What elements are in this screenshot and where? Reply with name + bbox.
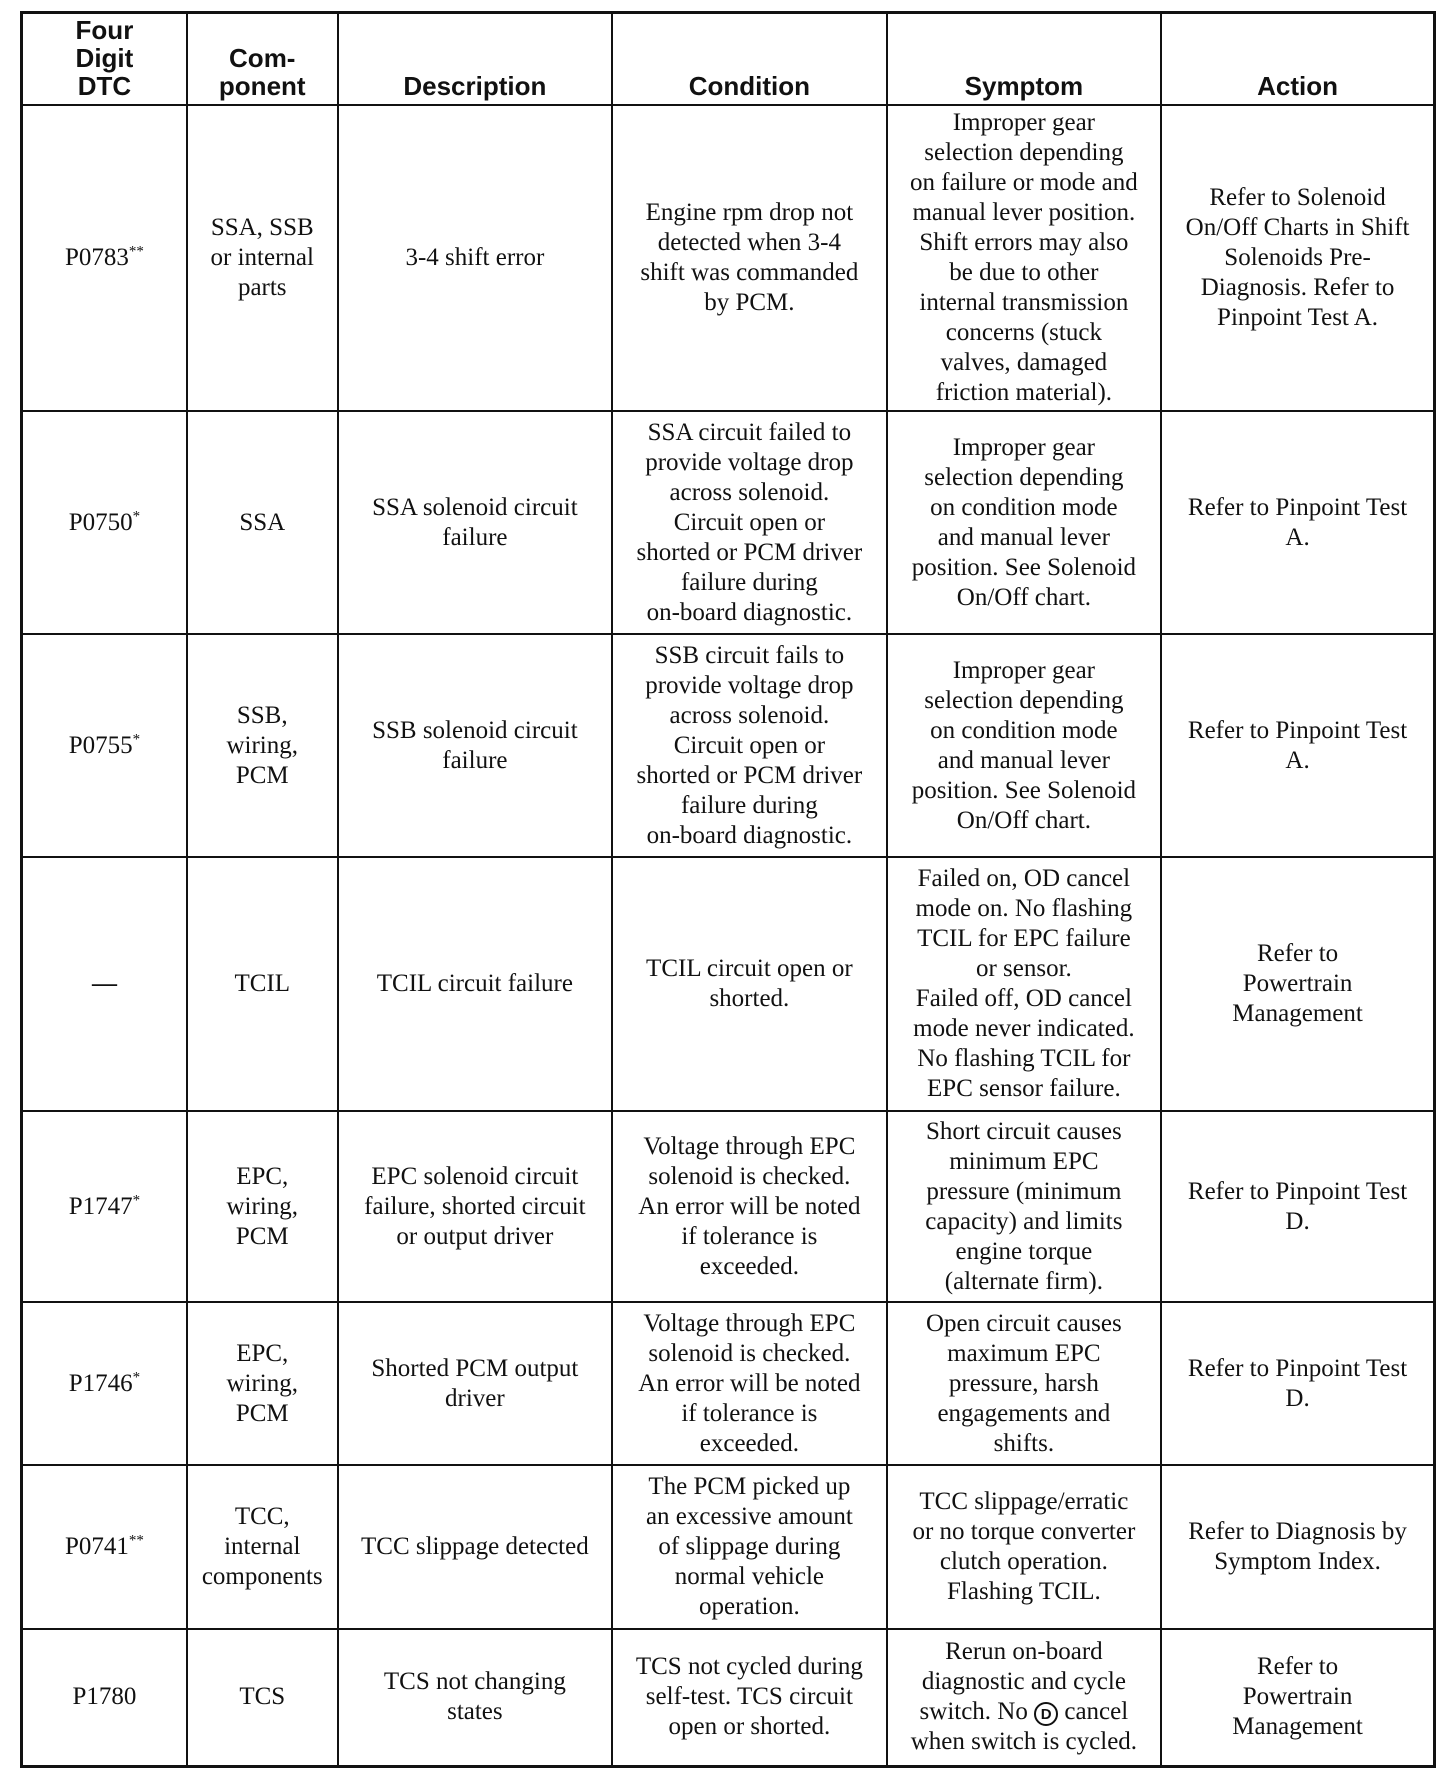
- cell-text-line: TCC slippage detected: [361, 1533, 589, 1560]
- cell-text-line: on condition mode: [930, 493, 1118, 521]
- condition-cell: [612, 857, 887, 1111]
- cell-text-line: On/Off chart.: [956, 583, 1091, 611]
- header-symptom: Symptom: [887, 13, 1162, 106]
- component-cell: [187, 411, 338, 634]
- cell-text-line: cancel: [1064, 1698, 1129, 1726]
- cell-text-line: Refer to Pinpoint Test: [1187, 1354, 1408, 1382]
- action-cell: [1161, 105, 1434, 411]
- cell-text-line: components: [201, 1563, 323, 1590]
- cell-text-line: SSA circuit failed to: [647, 418, 852, 446]
- cell-text-line: failure during: [680, 568, 818, 596]
- action-cell: [1161, 1111, 1434, 1302]
- symptom-cell: [887, 1629, 1162, 1766]
- action-cell: [1161, 1629, 1434, 1766]
- dtc-cell: [22, 411, 187, 634]
- cell-text-line: wiring,: [226, 1192, 299, 1220]
- symptom-cell: [887, 105, 1162, 411]
- cell-text-line: A.: [1285, 523, 1310, 551]
- component-cell: [187, 1629, 338, 1766]
- cell-text-line: shifts.: [993, 1429, 1055, 1457]
- cell-text-line: No flashing TCIL for: [917, 1045, 1131, 1072]
- cell-text-line: Failed on, OD cancel: [917, 865, 1131, 892]
- cell-text-line: detected when 3-4: [657, 229, 841, 256]
- action-cell: [1161, 1302, 1434, 1465]
- cell-text-line: concerns (stuck: [945, 319, 1102, 346]
- cell-text-line: by PCM.: [704, 289, 795, 316]
- cell-text-line: on-board diagnostic.: [646, 598, 853, 626]
- symptom-cell: [887, 411, 1162, 634]
- cell-text-line: EPC,: [236, 1339, 289, 1367]
- cell-text-line: exceeded.: [699, 1429, 799, 1457]
- dtc-cell: [22, 1629, 187, 1766]
- cell-text-line: SSA solenoid circuit: [372, 493, 578, 521]
- cell-text-line: and manual lever: [937, 523, 1110, 551]
- cell-text-line: SSA, SSB: [210, 214, 314, 241]
- cell-text-line: engine torque: [955, 1237, 1093, 1265]
- cell-text-line: provide voltage drop: [645, 448, 854, 476]
- cell-text-line: Symptom Index.: [1214, 1548, 1381, 1575]
- cell-text-line: valves, damaged: [940, 349, 1108, 376]
- cell-text-line: shorted or PCM driver: [636, 538, 863, 566]
- cell-text-line: An error will be noted: [638, 1369, 861, 1397]
- cell-text-line: PCM: [235, 761, 289, 789]
- cell-text-line: Refer to: [1256, 1653, 1339, 1681]
- cell-text-line: TCS: [239, 1683, 286, 1711]
- cell-text-line: Pinpoint Test A.: [1217, 304, 1379, 331]
- dtc-code: P0741: [64, 1533, 129, 1560]
- cell-text-line: Shift errors may also: [919, 229, 1129, 256]
- cell-text-line: or output driver: [396, 1222, 554, 1250]
- cell-text-line: Circuit open or: [673, 731, 826, 759]
- condition-cell: [612, 1465, 887, 1629]
- cell-text-line: solenoid is checked.: [648, 1339, 851, 1367]
- dtc-code: P0783: [64, 244, 129, 271]
- cell-text-line: or no torque converter: [912, 1518, 1136, 1545]
- cell-text-line: be due to other: [949, 259, 1099, 286]
- cell-text-line: pressure, harsh: [948, 1369, 1099, 1397]
- cell-text-line: Refer to: [1256, 940, 1339, 967]
- cell-text-line: Engine rpm drop not: [645, 199, 854, 226]
- cell-text-line: internal transmission: [919, 289, 1129, 316]
- cell-text-line: Solenoids Pre-: [1224, 244, 1371, 271]
- cell-text-line: normal vehicle: [674, 1563, 824, 1590]
- table-row: [22, 857, 1435, 1111]
- cell-text-line: Short circuit causes: [925, 1117, 1122, 1145]
- cell-text-line: The PCM picked up: [648, 1473, 851, 1500]
- cell-text-line: switch. No: [919, 1698, 1028, 1726]
- cell-text-line: across solenoid.: [669, 701, 830, 729]
- cell-text-line: Improper gear: [952, 433, 1096, 461]
- header-text: Four: [75, 15, 134, 45]
- dtc-code: P1746: [68, 1369, 133, 1397]
- cell-text-line: Failed off, OD cancel: [915, 985, 1132, 1012]
- symptom-cell: [887, 1302, 1162, 1465]
- cell-text-line: if tolerance is: [681, 1399, 818, 1427]
- cell-text-line: SSB solenoid circuit: [372, 716, 578, 744]
- cell-text-line: D.: [1285, 1207, 1310, 1235]
- condition-cell: [612, 1302, 887, 1465]
- condition-cell: [612, 105, 887, 411]
- cell-text-line: shorted or PCM driver: [636, 761, 863, 789]
- cell-text-line: TCIL circuit failure: [376, 970, 573, 997]
- cell-text-line: Refer to Solenoid: [1209, 184, 1386, 211]
- cell-text-line: failure: [442, 746, 508, 774]
- table-row: [22, 1465, 1435, 1629]
- cell-text-line: Refer to Pinpoint Test: [1187, 716, 1408, 744]
- description-cell: [338, 1302, 613, 1465]
- cell-text-line: capacity) and limits: [925, 1207, 1123, 1235]
- description-cell: [338, 857, 613, 1111]
- cell-text-line: selection depending: [924, 139, 1124, 166]
- cell-text-line: failure during: [680, 791, 818, 819]
- header-row: [22, 13, 1435, 106]
- cell-text-line: TCIL circuit open or: [646, 955, 853, 982]
- cell-text-line: selection depending: [924, 463, 1124, 491]
- cell-text-line: Powertrain: [1242, 1683, 1353, 1711]
- table-row: [22, 1111, 1435, 1302]
- cell-text-line: position. See Solenoid: [911, 776, 1137, 804]
- cell-text-line: TCIL: [234, 970, 291, 997]
- header-text: ponent: [218, 71, 306, 101]
- cell-text-line: Circuit open or: [673, 508, 826, 536]
- cell-text-line: across solenoid.: [669, 478, 830, 506]
- cell-text-line: Improper gear: [952, 656, 1096, 684]
- condition-cell: [612, 1111, 887, 1302]
- cell-text-line: driver: [445, 1384, 505, 1412]
- cell-text-line: A.: [1285, 746, 1310, 774]
- od-symbol-icon: D: [1034, 1702, 1058, 1726]
- cell-text-line: operation.: [699, 1593, 800, 1620]
- dtc-cell: [22, 857, 187, 1111]
- component-cell: [187, 1111, 338, 1302]
- cell-text-line: Refer to Diagnosis by: [1188, 1518, 1407, 1545]
- cell-text-line: EPC,: [236, 1162, 289, 1190]
- dtc-cell: [22, 1111, 187, 1302]
- cell-text-line: open or shorted.: [668, 1713, 831, 1741]
- cell-text-line: Rerun on-board: [945, 1638, 1103, 1666]
- cell-text-line: SSA: [239, 508, 286, 536]
- cell-text-line: TCC slippage/erratic: [919, 1488, 1129, 1515]
- cell-text-line: if tolerance is: [681, 1222, 818, 1250]
- cell-text-line: Refer to Pinpoint Test: [1187, 1177, 1408, 1205]
- cell-text-line: An error will be noted: [638, 1192, 861, 1220]
- dtc-cell: [22, 634, 187, 857]
- header-dtc: [22, 13, 187, 106]
- action-cell: [1161, 411, 1434, 634]
- component-cell: [187, 857, 338, 1111]
- description-cell: [338, 1629, 613, 1766]
- symptom-cell: [887, 1465, 1162, 1629]
- cell-text-line: mode on. No flashing: [915, 895, 1133, 922]
- condition-cell: [612, 634, 887, 857]
- symptom-cell: [887, 857, 1162, 1111]
- header-text: Digit: [75, 43, 134, 73]
- header-description: Description: [338, 13, 613, 106]
- cell-text-line: failure: [442, 523, 508, 551]
- cell-text-line: 3-4 shift error: [405, 244, 545, 271]
- cell-text-line: or internal: [210, 244, 314, 271]
- cell-text-line: Diagnosis. Refer to: [1200, 274, 1395, 301]
- cell-text-line: Improper gear: [952, 109, 1096, 136]
- cell-text-line: selection depending: [924, 686, 1124, 714]
- header-action: Action: [1161, 13, 1434, 106]
- cell-text-line: an excessive amount: [645, 1503, 853, 1530]
- dtc-mark: *: [132, 1192, 141, 1209]
- dtc-mark: *: [132, 731, 141, 748]
- cell-text-line: on condition mode: [930, 716, 1118, 744]
- cell-text-line: on-board diagnostic.: [646, 821, 853, 849]
- cell-text-line: Open circuit causes: [925, 1309, 1122, 1337]
- dtc-mark: **: [128, 1532, 144, 1549]
- cell-text-line: mode never indicated.: [913, 1015, 1135, 1042]
- dtc-code: P0750: [68, 508, 133, 536]
- cell-text-line: states: [447, 1698, 503, 1726]
- dtc-cell: [22, 1465, 187, 1629]
- cell-text-line: pressure (minimum: [926, 1177, 1122, 1205]
- table-row: [22, 634, 1435, 857]
- cell-text-line: internal: [224, 1533, 301, 1560]
- cell-text-line: or sensor.: [975, 955, 1072, 982]
- header-condition: Condition: [612, 13, 887, 106]
- cell-text-line: Management: [1232, 1000, 1363, 1027]
- cell-text-line: Voltage through EPC: [643, 1309, 856, 1337]
- cell-text-line: On/Off Charts in Shift: [1185, 214, 1410, 241]
- cell-text-line: TCS not cycled during: [635, 1653, 863, 1681]
- header-text: DTC: [77, 71, 132, 101]
- cell-text-line: manual lever position.: [912, 199, 1136, 226]
- cell-text-line: Voltage through EPC: [643, 1132, 856, 1160]
- cell-text-line: shift was commanded: [640, 259, 859, 286]
- cell-text-line: engagements and: [937, 1399, 1111, 1427]
- description-cell: [338, 105, 613, 411]
- dtc-cell: [22, 105, 187, 411]
- cell-text-line: when switch is cycled.: [910, 1728, 1138, 1756]
- description-cell: [338, 1111, 613, 1302]
- component-cell: [187, 1302, 338, 1465]
- action-cell: [1161, 1465, 1434, 1629]
- cell-text-line: solenoid is checked.: [648, 1162, 851, 1190]
- dtc-code: P1747: [68, 1192, 133, 1220]
- header-component: [187, 13, 338, 106]
- cell-text-line: friction material).: [935, 379, 1113, 406]
- component-cell: [187, 105, 338, 411]
- cell-text-line: wiring,: [226, 1369, 299, 1397]
- dtc-code: —: [91, 970, 117, 997]
- action-cell: [1161, 634, 1434, 857]
- dtc-code: P1780: [72, 1683, 137, 1711]
- condition-cell: [612, 411, 887, 634]
- cell-text-line: wiring,: [226, 731, 299, 759]
- cell-text-line: (alternate firm).: [944, 1267, 1103, 1295]
- cell-text-line: TCC,: [234, 1503, 290, 1530]
- cell-text-line: position. See Solenoid: [911, 553, 1137, 581]
- table-row: [22, 1629, 1435, 1766]
- action-cell: [1161, 857, 1434, 1111]
- document-page: [20, 11, 1436, 1768]
- cell-text-line: diagnostic and cycle: [921, 1668, 1126, 1696]
- cell-text-line: Shorted PCM output: [371, 1354, 579, 1382]
- cell-text-line: maximum EPC: [947, 1339, 1101, 1367]
- cell-text-line: provide voltage drop: [645, 671, 854, 699]
- cell-text-line: minimum EPC: [949, 1147, 1099, 1175]
- cell-text-line: clutch operation.: [939, 1548, 1108, 1575]
- symptom-cell: [887, 634, 1162, 857]
- cell-text-line: On/Off chart.: [956, 806, 1091, 834]
- cell-text-line: TCS not changing: [383, 1668, 566, 1696]
- cell-text-line: D.: [1285, 1384, 1310, 1412]
- cell-text-line: failure, shorted circuit: [364, 1192, 586, 1220]
- dtc-code: P0755: [68, 731, 133, 759]
- table-row: [22, 1302, 1435, 1465]
- dtc-table: [20, 11, 1436, 1768]
- cell-text-line: Flashing TCIL.: [947, 1578, 1101, 1605]
- dtc-cell: [22, 1302, 187, 1465]
- cell-text-line: PCM: [235, 1399, 289, 1427]
- cell-text-line: of slippage during: [658, 1533, 841, 1560]
- header-text: Com-: [229, 43, 296, 73]
- description-cell: [338, 411, 613, 634]
- cell-text-line: SSB,: [236, 701, 288, 729]
- cell-text-line: exceeded.: [699, 1252, 799, 1280]
- table-row: [22, 105, 1435, 411]
- description-cell: [338, 1465, 613, 1629]
- dtc-mark: **: [128, 243, 144, 260]
- cell-text-line: self-test. TCS circuit: [645, 1683, 853, 1711]
- cell-text-line: Refer to Pinpoint Test: [1187, 493, 1408, 521]
- cell-text-line: shorted.: [709, 985, 790, 1012]
- cell-text-line: SSB circuit fails to: [654, 641, 845, 669]
- table-row: [22, 411, 1435, 634]
- cell-text-line: parts: [237, 274, 287, 301]
- cell-text-line: and manual lever: [937, 746, 1110, 774]
- cell-text-line: on failure or mode and: [910, 169, 1138, 196]
- dtc-mark: *: [132, 1369, 141, 1386]
- cell-text-line: TCIL for EPC failure: [917, 925, 1131, 952]
- component-cell: [187, 634, 338, 857]
- cell-text-line: Powertrain: [1242, 970, 1353, 997]
- symptom-cell: [887, 1111, 1162, 1302]
- component-cell: [187, 1465, 338, 1629]
- cell-text-line: PCM: [235, 1222, 289, 1250]
- description-cell: [338, 634, 613, 857]
- condition-cell: [612, 1629, 887, 1766]
- cell-text-line: EPC solenoid circuit: [371, 1162, 579, 1190]
- cell-text-line: Management: [1232, 1713, 1363, 1741]
- cell-text-line: EPC sensor failure.: [927, 1075, 1121, 1102]
- dtc-mark: *: [132, 508, 141, 525]
